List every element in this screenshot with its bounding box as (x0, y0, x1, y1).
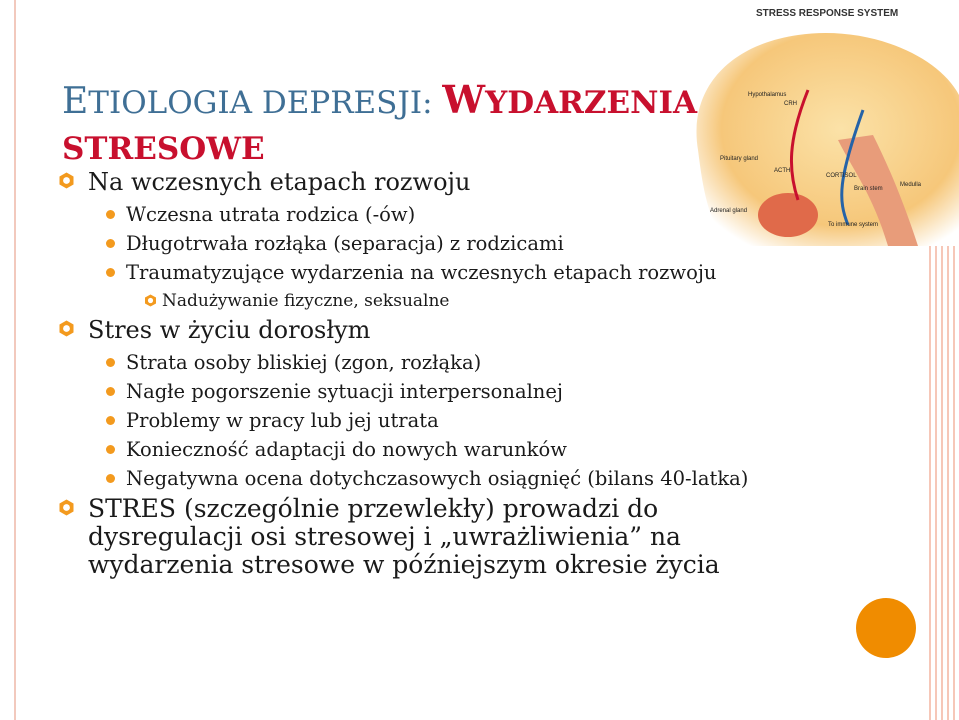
bullet-text: STRES (szczególnie przewlekły) prowadzi do dysregulacji osi stresowej i „uwrażliwienia” na wydarzenia stresowe w późniejszym okresie życia (88, 494, 720, 579)
label-brainstem: Brain stem (854, 186, 883, 192)
title-part2-rest: YDARZENIA STRESOWE (62, 84, 698, 167)
sub-bullet-text: Strata osoby bliskiej (zgon, rozłąka) (126, 351, 482, 374)
dot-bullet-icon (106, 358, 115, 367)
sub-bullet-text: Konieczność adaptacji do nowych warunków (126, 438, 567, 461)
bullet-icon (58, 499, 75, 516)
sub-bullet-text: Nagłe pogorszenie sytuacji interpersonalnej (126, 380, 563, 403)
label-pituitary: Pituitary gland (720, 156, 759, 162)
dot-bullet-icon (106, 387, 115, 396)
title-part1-rest: TIOLOGIA DEPRESJI: (88, 84, 443, 121)
decorative-orange-circle (856, 598, 916, 658)
sub-sub-bullet (58, 289, 788, 313)
title-part2-initial: W (442, 76, 486, 122)
sub-bullet (58, 260, 788, 286)
sub-bullet-text: Długotrwała rozłąka (separacja) z rodzicami (126, 232, 564, 255)
dot-bullet-icon (106, 210, 115, 219)
label-adrenal: Adrenal gland (710, 208, 748, 214)
small-bullet-icon (144, 294, 157, 307)
bullet-level1 (58, 495, 788, 579)
label-hypothalamus: Hypothalamus (748, 92, 787, 98)
sub-bullet (58, 350, 788, 376)
sub-bullet-text: Problemy w pracy lub jej utrata (126, 409, 439, 432)
sub-bullet (58, 437, 788, 463)
dot-bullet-icon (106, 268, 115, 277)
sub-bullet (58, 466, 788, 492)
sub-bullet-text: Traumatyzujące wydarzenia na wczesnych etapach rozwoju (126, 261, 717, 284)
dot-bullet-icon (106, 474, 115, 483)
sub-sub-bullet-text: Nadużywanie fizyczne, seksualne (162, 291, 450, 311)
bullet-icon (58, 320, 75, 337)
label-medulla: Medulla (900, 182, 922, 188)
left-decorative-rule (14, 0, 16, 720)
sub-bullet-text: Wczesna utrata rodzica (-ów) (126, 203, 416, 226)
dot-bullet-icon (106, 416, 115, 425)
sub-bullet (58, 231, 788, 257)
bullet-icon (58, 172, 75, 189)
bullet-level1 (58, 168, 791, 196)
sub-bullet (58, 202, 788, 228)
label-acth: ACTH (774, 168, 791, 174)
bullet-text: Na wczesnych etapach rozwoju (88, 168, 471, 196)
bullet-list (58, 168, 791, 579)
decorative-stripes (929, 246, 959, 720)
label-immune: To immune system (828, 222, 879, 228)
slide-content (58, 168, 791, 585)
figure-title: STRESS RESPONSE SYSTEM (756, 8, 899, 19)
bullet-text: Stres w życiu dorosłym (88, 316, 371, 344)
dot-bullet-icon (106, 445, 115, 454)
label-crh: CRH (784, 101, 797, 107)
sub-bullet (58, 379, 788, 405)
label-cortisol: CORTISOL (826, 173, 857, 179)
sub-bullet-text: Negatywna ocena dotychczasowych osiągnięć (bilans 40-latka) (126, 467, 749, 490)
slide-title (62, 77, 712, 172)
bullet-level1 (58, 316, 788, 344)
dot-bullet-icon (106, 239, 115, 248)
sub-bullet (58, 408, 788, 434)
title-part1-initial: E (62, 80, 89, 122)
